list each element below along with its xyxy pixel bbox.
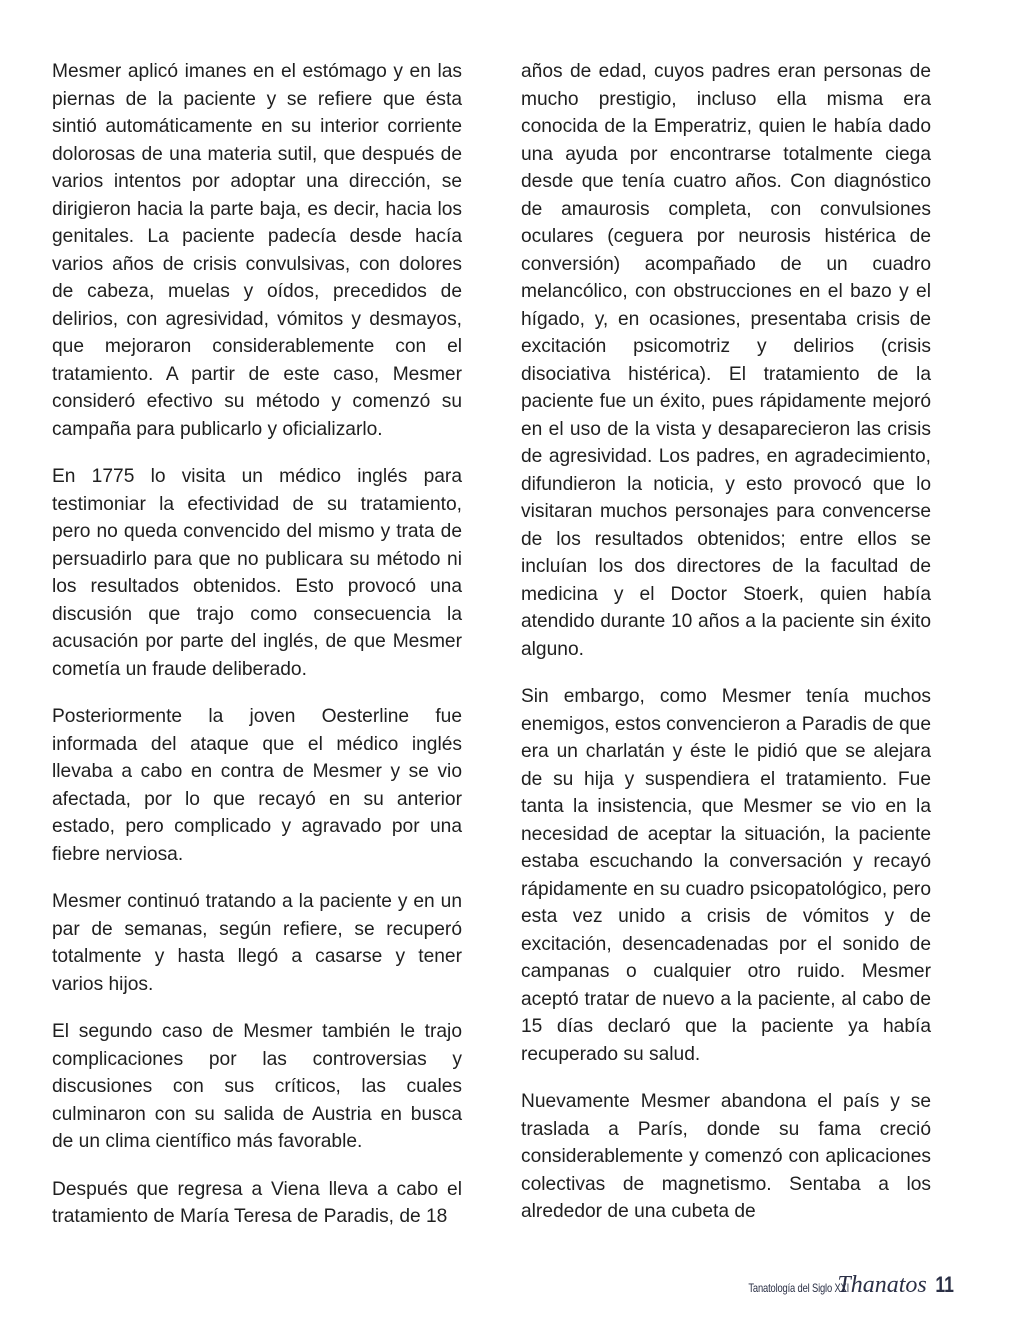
paragraph: Posteriormente la joven Oesterline fue informada del ataque que el médico inglés llevaba a cabo en contra de Mesmer y se vio afectada, por lo que recayó en su anterior estado, pero complicado y agravado por una fiebre nerviosa. bbox=[52, 706, 462, 865]
paragraph: Sin embargo, como Mesmer tenía muchos enemigos, estos convencieron a Paradis de que era un charlatán y éste le pidió que se alejara de su hija y suspendiera el tratamiento. Fue tanta la insistencia, que Mesmer se vio en la necesidad de aceptar la situación, la paciente estaba escuchando la conversación y recayó rápidamente en su cuadro psicopatológico, pero esta vez unido a crisis de vómitos y de excitación, desencadenadas por el sonido de campanas o cualquier otro ruido. Mesmer aceptó tratar de nuevo a la paciente, al cabo de 15 días declaró que la paciente ya había recuperado su salud. bbox=[521, 686, 931, 1065]
page-footer bbox=[720, 1272, 956, 1299]
paragraph: Mesmer continuó tratando a la paciente y en un par de semanas, según refiere, se recuperó totalmente y hasta llegó a casarse y tener varios hijos. bbox=[52, 891, 462, 995]
paragraph: Nuevamente Mesmer abandona el país y se traslada a París, donde su fama creció considerablemente y comenzó con aplicaciones colectivas de magnetismo. Sentaba a los alrededor de una cubeta de bbox=[521, 1091, 931, 1222]
paragraph: años de edad, cuyos padres eran personas de mucho prestigio, incluso ella misma era conocida de la Emperatriz, quien le había dado una ayuda por encontrarse totalmente ciega desde que tenía cuatro años. Con diagnóstico de amaurosis completa, con convulsiones oculares (ceguera por neurosis histérica de conversión) acompañado de un cuadro melancólico, con obstrucciones en el bazo y el hígado, y, en ocasiones, presentaba crisis de excitación psicomotriz y delirios (crisis disociativa histérica). El tratamiento de la paciente fue un éxito, pues rápidamente mejoró en el uso de la vista y desaparecieron las crisis de agresividad. Los padres, en agradecimiento, difundieron la noticia, y esto provocó que lo visitaran muchos personajes para convencerse de los resultados obtenidos; entre ellos se incluían los dos directores de la facultad de medicina y el Doctor Stoerk, quien había atendido durante 10 años a la paciente sin éxito alguno. bbox=[521, 61, 931, 660]
right-column bbox=[521, 58, 931, 1246]
page-number: 11 bbox=[935, 1272, 954, 1297]
brand-logo: Thanatos bbox=[837, 1272, 927, 1298]
left-column bbox=[52, 58, 462, 1251]
paragraph: Después que regresa a Viena lleva a cabo el tratamiento de María Teresa de Paradis, de 18 bbox=[52, 1178, 462, 1227]
paragraph: El segundo caso de Mesmer también le trajo complicaciones por las controversias y discusiones con sus críticos, las cuales culminaron con su salida de Austria en busca de un clima científico más favorable. bbox=[52, 1021, 462, 1152]
paragraph: Mesmer aplicó imanes en el estómago y en las piernas de la paciente y se refiere que ésta sintió automáticamente en su interior corriente dolorosas de una materia sutil, que después de varios intentos por adoptar una dirección, se dirigieron hacia la parte baja, es decir, hacia los genitales. La paciente padecía desde hacía varios años de crisis convulsivas, con dolores de cabeza, muelas y oídos, precedidos de delirios, con agresividad, vómitos y desmayos, que mejoraron considerablemente con el tratamiento. A partir de este caso, Mesmer consideró efectivo su método y comenzó su campaña para publicarlo y oficializarlo. bbox=[52, 61, 462, 440]
magazine-name: Tanatología del Siglo XXI bbox=[748, 1281, 850, 1295]
paragraph: En 1775 lo visita un médico inglés para testimoniar la efectividad de su tratamiento, pero no queda convencido del mismo y trata de persuadirlo para que no publicara su método ni los resultados obtenidos. Esto provocó una discusión que trajo como consecuencia la acusación por parte del inglés, de que Mesmer cometía un fraude deliberado. bbox=[52, 466, 462, 680]
